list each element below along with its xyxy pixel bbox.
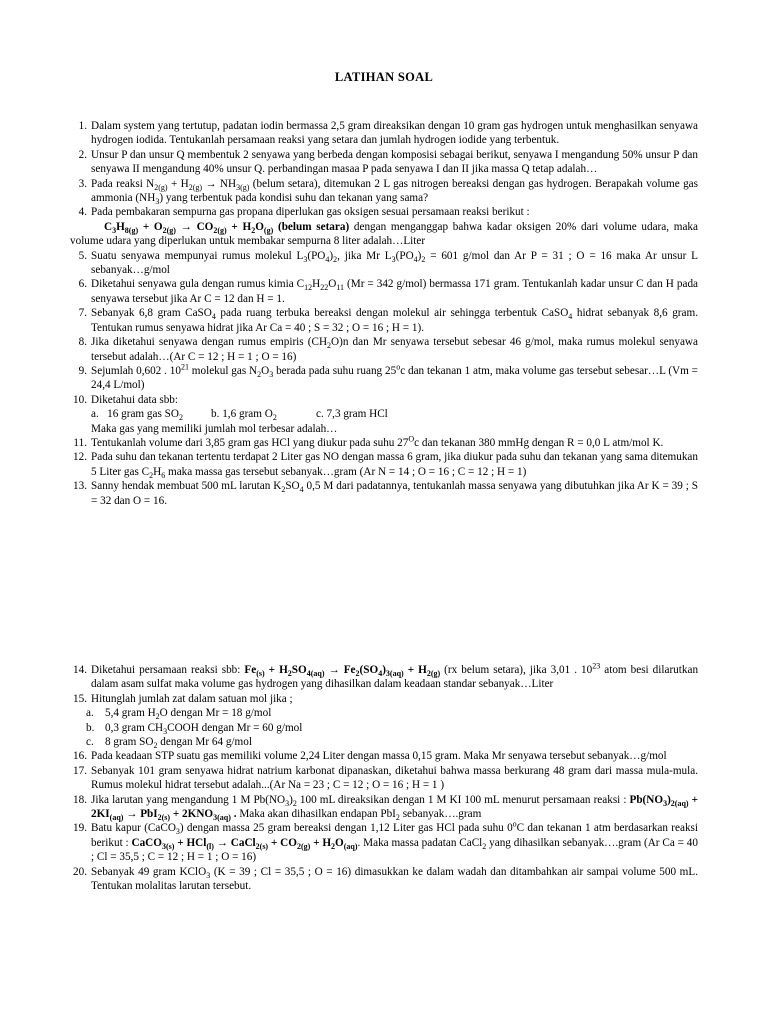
question-text: Dalam system yang tertutup, padatan iodin bermassa 2,5 gram direaksikan dengan 10 gram gas hydrogen untuk menghasilkan senyawa hydrogen iodida. Tentukanlah persamaan reaksi yang setara dan jumlah hydrogen iodide yang terbentuk. <box>91 120 698 147</box>
question-number: 6. <box>78 278 87 291</box>
question-text: Jika diketahui senyawa dengan rumus empiris $(CH_2O)n$ dan Mr senyawa tersebut sebesar 46 g/mol, maka rumus molekul senyawa tersebut adalah…(Ar C = 12 ; H = 1 ; O = 16) <box>91 336 698 363</box>
question-number: 12. <box>73 451 87 464</box>
question-text: Suatu senyawa mempunyai rumus molekul $L_3(PO_4)_2$, jika Mr $L_3(PO_4)_2 = 601$ g/mol dan Ar P = 31 ; O = 16 maka Ar unsur L sebanyak…g/mol <box>91 249 698 277</box>
question-text: Jika larutan yang mengandung 1 M $Pb(NO_3)_2$ 100 mL direaksikan dengan 1 M KI 100 mL menurut persamaan reaksi : $Pb(NO_3)_{2(aq)} + 2KI_{(aq)} \to PbI_{2(s)} + 2KNO_{3(aq)}$ . Maka akan dihasilkan endapan PbI$_2$ sebanyak….gram <box>91 793 698 823</box>
question-text: Pada keadaan STP suatu gas memiliki volume 2,24 Liter dengan massa 0,15 gram. Maka Mr senyawa tersebut sebanyak…g/mol <box>91 750 667 763</box>
option-letter: a. <box>86 707 94 720</box>
question-number: 18. <box>73 793 87 806</box>
question-4 <box>0 205 768 219</box>
question-number: 16. <box>73 750 87 763</box>
question-number: 17. <box>73 764 87 777</box>
question-2 <box>0 148 768 177</box>
question-text: Pada suhu dan tekanan tertentu terdapat 2 Liter gas NO dengan massa 6 gram, jika diukur pada suhu dan tekanan yang sama ditemukan 5 Liter gas $C_2H_6$ maka massa gas tersebut sebanyak…gram (Ar N = 14 ; O = 16 ; C = 12 ; H = 1) <box>91 451 698 480</box>
question-1 <box>0 119 768 148</box>
question-number: 1. <box>78 120 87 132</box>
question-5 <box>0 249 768 278</box>
question-text: Sebanyak 49 gram KClO$_3$ (K = 39 ; Cl = 35,5 ; O = 16) dimasukkan ke dalam wadah dan ditambahkan air sampai volume 500 mL. Tentukan molalitas larutan tersebut. <box>91 865 699 893</box>
question-text: Sebanyak 6,8 gram CaSO$_4$ pada ruang terbuka bereaksi dengan molekul air sehingga terbentuk CaSO$_4$ hidrat sebanyak 8,6 gram. Tentukan rumus senyawa hidrat jika Ar Ca = 40 ; S = 32 ; O = 16 ; H = 1). <box>91 307 698 334</box>
question-text: Tentukanlah volume dari 3,85 gram gas HCl yang diukur pada suhu $27^Oc$ dan tekanan 380 mmHg dengan R = 0,0 L atm/mol K. <box>91 434 664 449</box>
question-11 <box>0 436 768 450</box>
question-number: 19. <box>73 822 87 835</box>
page-title: LATIHAN SOAL <box>334 70 434 84</box>
question-10-options <box>0 407 768 421</box>
question-16 <box>0 749 768 763</box>
question-13 <box>0 479 768 508</box>
question-number: 20. <box>73 865 87 878</box>
question-number: 11. <box>73 436 87 449</box>
question-text: Diketahui data sbb: <box>91 393 178 406</box>
question-text: dengan menganggap bahwa kadar oksigen 20% dari volume udara, maka volume udara yang diperlukan untuk membakar sempurna 8 liter adalah…Liter <box>70 220 698 248</box>
option-c: c. 7,3 gram HCl <box>316 408 388 421</box>
question-block-2 <box>0 663 768 894</box>
question-number: 8. <box>78 336 87 349</box>
question-8 <box>0 335 768 364</box>
question-3 <box>0 177 768 206</box>
question-number: 4. <box>78 206 87 219</box>
question-text: Sanny hendak membuat 500 mL larutan $K_2SO_4$ 0,5 M dari padatannya, tentukanlah massa senyawa yang dibutuhkan jika Ar K = 39 ; S = 32 dan O = 16. <box>91 480 698 507</box>
question-6 <box>0 277 768 306</box>
question-14 <box>0 663 768 692</box>
question-text: Pada pembakaran sempurna gas propana diperlukan gas oksigen sesuai persamaan reaksi berikut : <box>91 206 530 219</box>
question-text: Diketahui senyawa gula dengan rumus kimia $C_{12}H_{22}O_{11}$ (Mr = 342 g/mol) bermassa 171 gram. Tentukanlah kadar unsur C dan H pada senyawa tersebut jika Ar C = 12 dan H = 1. <box>91 278 698 305</box>
question-15-option-a: a. 5,4 gram $H_2O$ dengan Mr = 18 g/mol <box>86 707 272 722</box>
question-number: 10. <box>73 393 87 406</box>
option-letter: c. <box>86 736 94 749</box>
question-10-tail: Maka gas yang memiliki jumlah mol terbesar adalah… <box>91 422 338 435</box>
question-18 <box>0 793 768 822</box>
question-block-1 <box>0 119 768 508</box>
question-number: 7. <box>78 307 87 320</box>
reaction-equation: $C_3H_{8(g)} + O_{2(g)} \to CO_{2(g)} + H_2O_{(g)}$ (belum setara) <box>104 220 350 236</box>
question-text: Sejumlah 0,602 . $10^{21}$ molekul gas $N_2O_3$ berada pada suhu ruang 25$^o$c dan tekanan 1 atm, maka volume gas tersebut sebesar…L (Vm = 24,4 L/mol) <box>91 362 698 392</box>
question-text: Diketahui persamaan reaksi sbb: $Fe_{(s)} + H_2SO_{4(aq)} \to Fe_2(SO_4)_{3(aq)} + H_{2(g)}$ (rx belum setara), jika 3,01 . $10^{23}$ atom besi dilarutkan dalam asam sulfat maka volume gas hydrogen yang dihasilkan dalam keadaan standar sebanyak…Liter <box>91 661 699 691</box>
option-a: a. 16 gram gas $SO_2$ <box>91 408 183 423</box>
option-b: b. 1,6 gram $O_2$ <box>211 408 277 423</box>
question-number: 2. <box>78 148 87 161</box>
question-17 <box>0 764 768 793</box>
question-20 <box>0 865 768 894</box>
question-number: 3. <box>78 177 87 190</box>
question-number: 9. <box>78 364 87 377</box>
question-15-option-c: c. 8 gram $SO_2$ dengan Mr 64 g/mol <box>86 736 252 751</box>
question-19 <box>0 821 768 864</box>
question-number: 13. <box>73 480 87 493</box>
question-7 <box>0 306 768 335</box>
question-number: 15. <box>73 692 87 705</box>
question-text: Hitunglah jumlah zat dalam satuan mol jika ; <box>91 692 293 705</box>
question-15-option-b: b. 0,3 gram $CH_3COOH$ dengan Mr = 60 g/mol <box>86 721 303 736</box>
question-text: Unsur P dan unsur Q membentuk 2 senyawa yang berbeda dengan komposisi sebagai berikut, senyawa I mengandung 50% unsur P dan senyawa II mengandung 40% unsur Q. perbandingan masaa P pada senyawa I dan II jika massa Q tetap adalah… <box>91 148 698 176</box>
option-letter: b. <box>86 721 95 734</box>
question-number: 5. <box>78 249 87 262</box>
question-15 <box>0 692 768 706</box>
question-9 <box>0 364 768 393</box>
question-10 <box>0 393 768 407</box>
question-12 <box>0 450 768 479</box>
question-number: 14. <box>73 664 87 676</box>
question-text: Batu kapur (CaCO$_3$) dengan massa 25 gram bereaksi dengan 1,12 Liter gas HCl pada suhu 0$^o$C dan tekanan 1 atm berdasarkan reaksi berikut : CaCO$_{3(s)}$ + HCl$_{(l)}$ → CaCl$_{2(s)}$ + $CO_{2(g)} + H_2O_{(aq)}$. Maka massa padatan CaCl$_2$ yang dihasilkan sebanyak….gram (Ar Ca = 40 ; Cl = 35,5 ; C = 12 ; H = 1 ; O = 16) <box>91 819 699 864</box>
question-text: Sebanyak 101 gram senyawa hidrat natrium karbonat dipanaskan, diketahui bahwa massa berkurang 48 gram dari massa mula-mula. Rumus molekul hidrat tersebut adalah...(Ar Na = 23 ; C = 12 ; O = 16 ; H = 1 ) <box>91 764 698 792</box>
question-4-continued <box>0 220 768 249</box>
question-text: Pada reaksi $N_{2(g)} + H_{2(g)} \to NH_{3(g)}$ (belum setara), ditemukan 2 L gas nitrogen bereaksi dengan gas hydrogen. Berapakah volume gas ammonia $(NH_3)$ yang terbentuk pada kondisi suhu dan tekanan yang sama? <box>91 177 698 207</box>
